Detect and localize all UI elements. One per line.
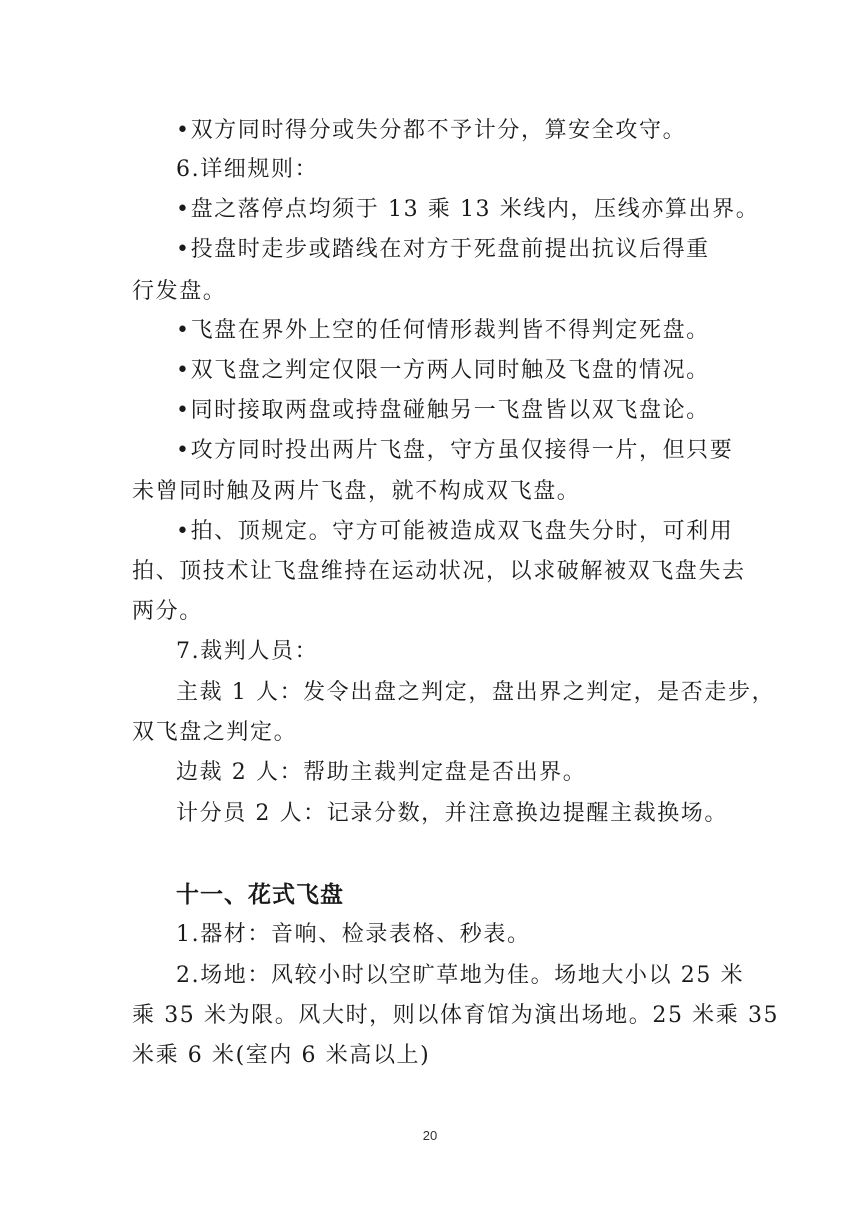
venue-item-cont-1: 乘 35 米为限。风大时，则以体育馆为演出场地。25 米乘 35 bbox=[132, 1003, 780, 1028]
bullet-tap-rule-cont-2: 两分。 bbox=[132, 599, 203, 624]
section-7-referees: 7.裁判人员： bbox=[176, 639, 319, 664]
bullet-two-discs-thrown-cont: 未曾同时触及两片飞盘，就不构成双飞盘。 bbox=[132, 479, 581, 504]
bullet-traveling: •投盘时走步或踏线在对方于死盘前提出抗议后得重 bbox=[176, 237, 710, 262]
chief-referee-duty: 主裁 1 人：发令出盘之判定，盘出界之判定，是否走步， bbox=[176, 680, 776, 705]
bullet-double-disc-rule: •双飞盘之判定仅限一方两人同时触及飞盘的情况。 bbox=[176, 358, 710, 383]
bullet-tap-rule-cont-1: 拍、顶技术让飞盘维持在运动状况，以求破解被双飞盘失去 bbox=[132, 559, 746, 584]
bullet-two-discs-thrown: •攻方同时投出两片飞盘，守方虽仅接得一片，但只要 bbox=[176, 438, 734, 463]
section-heading-freestyle: 十一、花式飞盘 bbox=[176, 882, 344, 908]
bullet-landing-point: •盘之落停点均须于 13 乘 13 米线内，压线亦算出界。 bbox=[176, 197, 760, 222]
bullet-safe-offense-defense: •双方同时得分或失分都不予计分，算安全攻守。 bbox=[176, 118, 687, 143]
venue-item: 2.场地：风较小时以空旷草地为佳。场地大小以 25 米 bbox=[176, 963, 745, 988]
section-6-detailed-rules: 6.详细规则： bbox=[176, 157, 319, 182]
chief-referee-duty-cont: 双飞盘之判定。 bbox=[132, 720, 298, 745]
equipment-item: 1.器材：音响、检录表格、秒表。 bbox=[176, 922, 531, 947]
scorer-duty: 计分员 2 人：记录分数，并注意换边提醒主裁换场。 bbox=[176, 801, 728, 826]
bullet-tap-rule: •拍、顶规定。守方可能被造成双飞盘失分时，可利用 bbox=[176, 519, 734, 544]
venue-item-cont-2: 米乘 6 米(室内 6 米高以上) bbox=[132, 1043, 431, 1068]
bullet-two-discs-catch: •同时接取两盘或持盘碰触另一飞盘皆以双飞盘论。 bbox=[176, 398, 710, 423]
page-number: 20 bbox=[422, 1128, 438, 1143]
side-referee-duty: 边裁 2 人：帮助主裁判定盘是否出界。 bbox=[176, 760, 587, 785]
bullet-traveling-cont: 行发盘。 bbox=[132, 279, 227, 304]
bullet-out-of-bounds-air: •飞盘在界外上空的任何情形裁判皆不得判定死盘。 bbox=[176, 318, 710, 343]
